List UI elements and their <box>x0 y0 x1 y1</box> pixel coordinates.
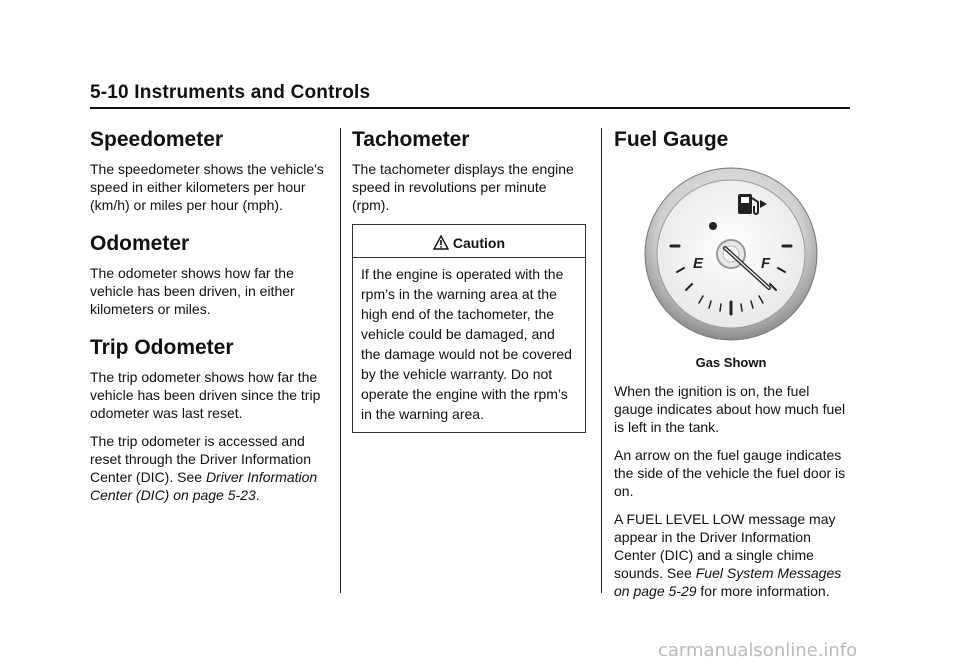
header-rule <box>90 107 850 109</box>
text-span: A FUEL LEVEL LOW message may appear in the Driver Information Center (DIC) and a single chime sounds. See <box>614 511 836 581</box>
text-odometer: The odometer shows how far the vehicle has been driven, in either kilometers or miles. <box>90 265 295 317</box>
column-right <box>614 128 848 610</box>
text-fuel-3 <box>614 510 848 600</box>
heading-speedometer: Speedometer <box>90 128 224 151</box>
gauge-label-empty: E <box>693 255 704 272</box>
text-fuel-1: When the ignition is on, the fuel gauge indicates about how much fuel is left in the tank. <box>614 383 846 435</box>
text-trip-odometer-1: The trip odometer shows how far the vehicle has been driven since the trip odometer was last reset. <box>90 369 321 421</box>
xref-fuel-messages-link[interactable]: Fuel System Messages on page 5-29 <box>614 565 842 599</box>
text-speedometer: The speedometer shows the vehicle's speed in either kilometers per hour (km/h) or miles per hour (mph). <box>90 161 324 213</box>
page-header <box>90 82 850 104</box>
column-middle <box>352 128 586 433</box>
xref-dic-link[interactable]: Driver Information Center (DIC) on page 5-23 <box>90 469 318 503</box>
figure-caption: Gas Shown <box>695 355 767 370</box>
column-divider-2 <box>601 128 602 593</box>
watermark: carmanualsonline.info <box>658 640 858 661</box>
caution-header <box>353 225 585 257</box>
text-span: for more information. <box>696 583 830 599</box>
text-fuel-2: An arrow on the fuel gauge indicates the side of the vehicle the fuel door is on. <box>614 447 846 499</box>
text-span: The trip odometer is accessed and reset through the Driver Information Center (DIC). See <box>90 433 311 485</box>
text-span: . <box>255 487 260 503</box>
gauge-label-full: F <box>761 255 771 272</box>
page-title: 5-10 Instruments and Controls <box>90 82 371 103</box>
section-speedometer <box>90 128 324 214</box>
text-tachometer: The tachometer displays the engine speed in revolutions per minute (rpm). <box>352 161 574 213</box>
heading-fuel-gauge: Fuel Gauge <box>614 128 729 151</box>
warning-icon <box>433 235 453 251</box>
text-trip-odometer-2 <box>90 432 324 504</box>
heading-trip-odometer: Trip Odometer <box>90 336 234 359</box>
fuel-gauge-illustration <box>641 164 821 344</box>
fuel-gauge-figure <box>614 164 848 349</box>
heading-tachometer: Tachometer <box>352 128 470 151</box>
heading-odometer: Odometer <box>90 232 190 255</box>
column-left <box>90 128 324 522</box>
caution-text: If the engine is operated with the rpm’s in the warning area at the high end of the tachometer, the vehicle could be damaged, and the damage would not be covered by the vehicle warranty. Do not operate the engine with the rpm’s in the warning area. <box>361 266 572 422</box>
section-trip-odometer <box>90 336 324 504</box>
caution-title: Caution <box>452 235 505 251</box>
section-odometer <box>90 232 324 318</box>
caution-box <box>352 224 586 433</box>
column-divider-1 <box>340 128 341 593</box>
